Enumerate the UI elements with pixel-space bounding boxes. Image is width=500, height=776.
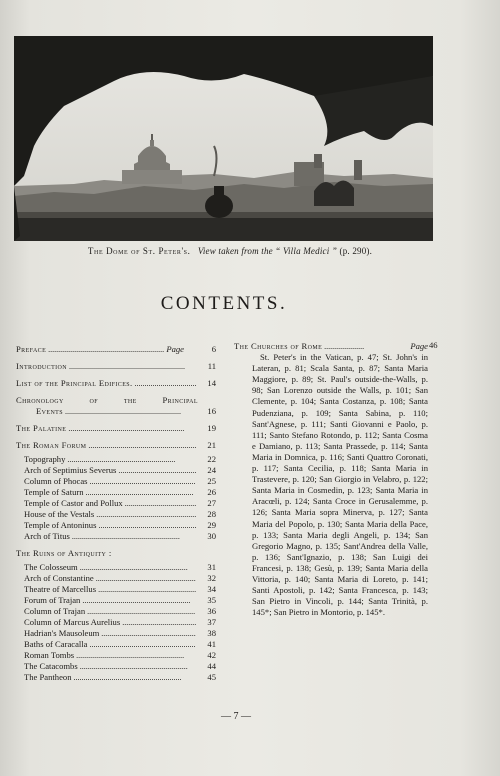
toc-label: Temple of Castor and Pollux — [24, 498, 123, 508]
contents-right-column — [234, 340, 438, 618]
toc-subentry[interactable] — [16, 672, 216, 683]
toc-subentry[interactable] — [16, 531, 216, 542]
leader-dots — [90, 476, 197, 487]
toc-page: 35 — [207, 595, 216, 605]
toc-page: 21 — [207, 440, 216, 450]
caption-title: The Dome of St. Peter's. — [87, 246, 191, 256]
toc-label: The Roman Forum — [16, 440, 87, 450]
toc-label: Introduction — [16, 361, 67, 371]
toc-page: 42 — [207, 650, 216, 660]
toc-page: 32 — [207, 573, 216, 583]
toc-label: The Catacombs — [24, 661, 78, 671]
toc-entry-ruins[interactable]: The Ruins of Antiquity : — [16, 548, 112, 558]
toc-label: House of the Vestals — [24, 509, 95, 519]
leader-dots — [96, 573, 196, 584]
toc-label: Arch of Titus — [24, 531, 70, 541]
toc-page: 38 — [207, 628, 216, 638]
toc-label: Events — [36, 406, 63, 416]
toc-subentry[interactable] — [16, 498, 216, 509]
toc-subentry[interactable] — [16, 520, 216, 531]
toc-page: 16 — [207, 406, 216, 416]
toc-label: The Palatine — [16, 423, 67, 433]
leader-dots — [76, 650, 196, 661]
toc-page: 6 — [211, 344, 216, 354]
leader-dots — [68, 423, 196, 434]
toc-page: 30 — [207, 531, 216, 541]
toc-page: 28 — [207, 509, 216, 519]
toc-page: 31 — [207, 562, 216, 572]
leader-dots — [80, 661, 196, 672]
toc-subentry[interactable] — [16, 562, 216, 573]
toc-subentry[interactable] — [16, 595, 216, 606]
leader-dots — [89, 639, 196, 650]
toc-label: Temple of Saturn — [24, 487, 84, 497]
toc-subentry[interactable] — [16, 617, 216, 628]
contents-left-column — [16, 344, 216, 683]
toc-label: Topography — [24, 454, 66, 464]
toc-label: Principal — [162, 395, 198, 405]
toc-label: Preface — [16, 344, 47, 354]
leader-dots — [86, 487, 196, 498]
toc-page: 34 — [207, 584, 216, 594]
page-number: — 7 — — [221, 711, 251, 722]
toc-page: 25 — [207, 476, 216, 486]
toc-subentry[interactable] — [16, 465, 216, 476]
toc-page: 46 — [429, 340, 438, 350]
toc-label: of — [89, 395, 99, 405]
toc-label: Roman Tombs — [24, 650, 75, 660]
leader-dots — [88, 440, 196, 451]
toc-label: Hadrian's Mausoleum — [24, 628, 100, 638]
toc-page: 11 — [207, 361, 216, 371]
leader-dots — [74, 672, 197, 683]
toc-subentry[interactable] — [16, 487, 216, 498]
toc-label: Column of Trajan — [24, 606, 86, 616]
toc-label: List of the Principal Edifices. — [16, 378, 133, 388]
leader-dots — [69, 361, 196, 372]
caption-view: View taken from the “ Villa Medici ” — [197, 246, 338, 256]
toc-entry-edifices[interactable] — [16, 378, 216, 389]
toc-label: Column of Marcus Aurelius — [24, 617, 121, 627]
toc-label: The Churches of Rome — [234, 341, 323, 351]
leader-dots — [96, 509, 196, 520]
toc-subentry[interactable] — [16, 606, 216, 617]
page-word: Page — [410, 341, 428, 351]
leader-dots — [87, 606, 196, 617]
toc-page: 19 — [207, 423, 216, 433]
toc-entry-churches[interactable] — [234, 341, 428, 352]
leader-dots — [98, 584, 196, 595]
leader-dots — [122, 617, 196, 628]
toc-page: 44 — [207, 661, 216, 671]
leader-dots — [118, 465, 196, 476]
toc-entry-forum[interactable] — [16, 440, 216, 451]
leader-dots — [101, 628, 196, 639]
toc-page: 22 — [207, 454, 216, 464]
toc-subentry[interactable] — [16, 661, 216, 672]
toc-label: the — [123, 395, 137, 405]
toc-page: 45 — [207, 672, 216, 682]
leader-dots — [125, 498, 196, 509]
toc-label: Forum of Trajan — [24, 595, 81, 605]
leader-dots — [98, 520, 196, 531]
toc-page: 26 — [207, 487, 216, 497]
leader-dots — [65, 406, 196, 417]
toc-entry-palatine[interactable] — [16, 423, 216, 434]
leader-dots — [48, 344, 164, 355]
toc-page: 24 — [207, 465, 216, 475]
toc-page: 36 — [207, 606, 216, 616]
leader-dots — [67, 454, 196, 465]
leader-dots — [82, 595, 196, 606]
toc-entry-chronology[interactable] — [16, 395, 216, 406]
toc-page: 29 — [207, 520, 216, 530]
page-word: Page — [166, 344, 184, 354]
caption-ref: (p. 290). — [339, 246, 373, 256]
toc-label: Temple of Antoninus — [24, 520, 97, 530]
dome-photograph — [14, 36, 433, 241]
toc-subentry[interactable] — [16, 628, 216, 639]
toc-label: Arch of Constantine — [24, 573, 94, 583]
toc-label: Arch of Septimius Severus — [24, 465, 117, 475]
toc-entry-preface[interactable] — [16, 344, 216, 355]
toc-label: Baths of Caracalla — [24, 639, 88, 649]
leader-dots — [135, 378, 196, 389]
toc-subentry[interactable] — [16, 650, 216, 661]
churches-list-text: St. Peter's in the Vatican, p. 47; St. John's in Lateran, p. 81; Scala Santa, p. 87; Santa Maria Maggiore, p. 89; St. Paul's outside-the-Walls, p. 98; San Lorenzo outside the Walls, p. 101; San Clemente, p. 104; Santa Costanza, p. 108; Santa Pudenziana, p. 109; Santa Sabina, p. 110; Sant'Agnese, p. 111; Santi Giovanni e Paolo, p. 111; Santo Stefano Rotondo, p. 112; Santa Cosma e Damiano, p. 113; Santa Prassede, p. 114; Santa Maria in Domnica, p. 116; Santi Quattro Coronati, p. 117; Santa Cecilia, p. 118; Santa Maria in Trastevere, p. 120; San Giorgio in Velabro, p. 122; Santa Maria in Cosmedin, p. 123; Santa Maria in Aracœli, p. 124; Santa Croce in Gerusalemme, p. 126; Santa Maria sopra Minerva, p. 127; Santa Maria del Popolo, p. 130; Santa Maria della Pace, p. 133; Santa Maria degli Angeli, p. 134; San Gregorio Magno, p. 135; Sant'Andrea della Valle, p. 136; Sant'Ignazio, p. 138; San Luigi dei Francesi, p. 138; Gesù, p. 139; Santa Maria della Vittoria, p. 140; Santa Maria di Loreto, p. 141; Santi Apostoli, p. 142; Santa Francesca, p. 143; San Pietro in Vincoli, p. 144; Santa Trinità, p. 145*; San Pietro in Montorio, p. 145*. — [252, 352, 428, 618]
toc-label: Theatre of Marcellus — [24, 584, 97, 594]
ruins-subentries — [16, 562, 216, 683]
toc-subentry[interactable] — [16, 509, 216, 520]
toc-label: The Colosseum — [24, 562, 78, 572]
toc-page: 27 — [207, 498, 216, 508]
leader-dots — [80, 562, 196, 573]
forum-subentries — [16, 454, 216, 542]
leader-dots — [72, 531, 196, 542]
contents-heading: CONTENTS. — [160, 293, 288, 314]
toc-entry-chronology-cont[interactable] — [16, 406, 216, 417]
toc-page: 41 — [207, 639, 216, 649]
toc-page: 14 — [207, 378, 216, 388]
toc-label: The Pantheon — [24, 672, 72, 682]
toc-entry-introduction[interactable] — [16, 361, 216, 372]
toc-subentry[interactable] — [16, 476, 216, 487]
toc-page: 37 — [207, 617, 216, 627]
toc-subentry[interactable] — [16, 573, 216, 584]
leader-dots — [324, 341, 408, 352]
toc-subentry[interactable] — [16, 454, 216, 465]
toc-subentry[interactable] — [16, 584, 216, 595]
toc-label: Chronology — [16, 395, 64, 405]
toc-label: Column of Phocas — [24, 476, 88, 486]
toc-subentry[interactable] — [16, 639, 216, 650]
photo-caption — [0, 246, 460, 256]
